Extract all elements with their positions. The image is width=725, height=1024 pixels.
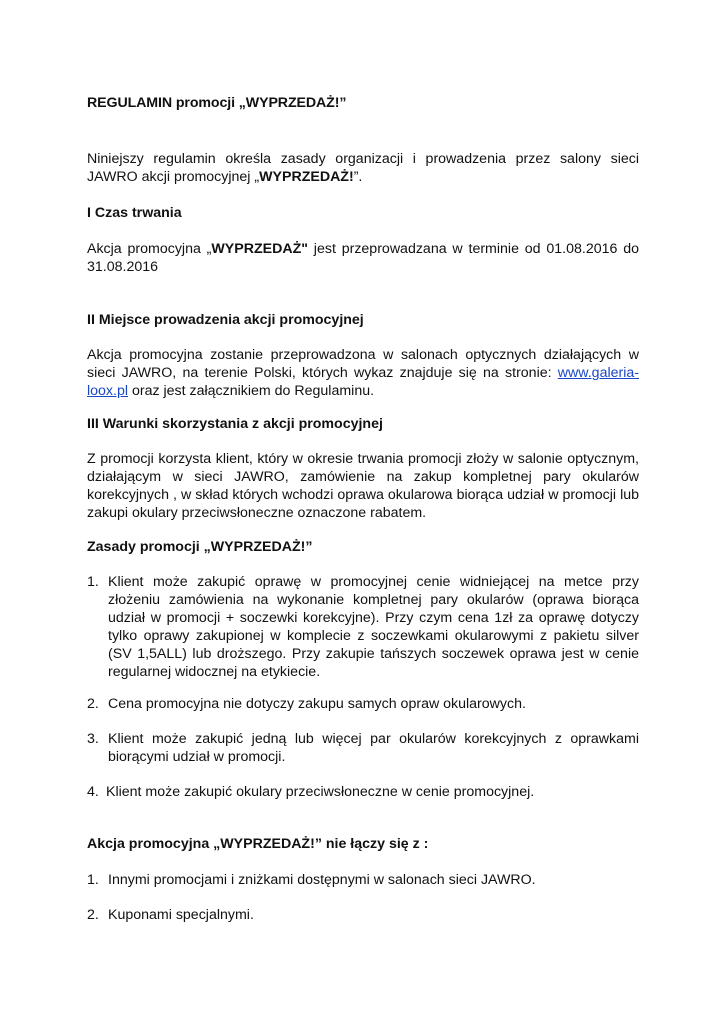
rule-number-4: 4. (87, 784, 99, 800)
duration-paragraph (87, 240, 639, 276)
section-heading-exclusions: Akcja promocyjna „WYPRZEDAŻ!” nie łączy się z : (87, 836, 429, 852)
intro-text-after: ”. (353, 169, 363, 185)
rule-text-2: Cena promocyjna nie dotyczy zakupu samych opraw okularowych. (108, 696, 526, 712)
exclusion-item-2 (87, 906, 639, 924)
intro-promo-name: WYPRZEDAŻ! (259, 169, 354, 185)
rule-item-2 (87, 695, 639, 713)
duration-text-before: Akcja promocyjna „ (87, 241, 212, 257)
section-heading-conditions: III Warunki skorzystania z akcji promocyjnej (87, 416, 383, 432)
exclusion-item-1 (87, 871, 639, 889)
exclusion-number-2: 2. (87, 907, 99, 923)
rule-number-2: 2. (87, 696, 99, 712)
rule-number-3: 3. (87, 731, 99, 747)
section-heading-location: II Miejsce prowadzenia akcji promocyjnej (87, 312, 364, 328)
rule-item-1 (87, 573, 639, 681)
document-title: REGULAMIN promocji „WYPRZEDAŻ!” (87, 95, 347, 111)
rule-item-3 (87, 730, 639, 766)
location-text-after: oraz jest załącznikiem do Regulaminu. (128, 383, 375, 399)
intro-text-before: Niniejszy regulamin określa zasady organizacji i prowadzenia przez salony sieci JAWRO akcji promocyjnej „ (87, 151, 639, 185)
exclusion-number-1: 1. (87, 872, 99, 888)
rule-text-4: Klient może zakupić okulary przeciwsłoneczne w cenie promocyjnej. (106, 784, 535, 800)
location-paragraph (87, 346, 639, 400)
intro-paragraph (87, 150, 639, 186)
section-heading-duration: I Czas trwania (87, 205, 182, 221)
duration-promo-name: WYPRZEDAŻ" (211, 241, 308, 257)
rule-text-1: Klient może zakupić oprawę w promocyjnej cenie widniejącej na metce przy złożeniu zamówienia na wykonanie kompletnej pary okularów (oprawa biorąca udział w promocji + soczewki korekcyjne). Przy czym cena 1zł za oprawę dotyczy tylko oprawy zakupionej w komplecie z soczewkami okularowymi z pakietu silver (SV 1,5ALL) lub droższego. Przy zakupie tańszych soczewek oprawa jest w cenie regularnej widocznej na etykiecie. (108, 574, 639, 680)
duration-text-after: jest przeprowadzana w terminie od 01.08.2016 do 31.08.2016 (87, 241, 639, 275)
exclusion-text-1: Innymi promocjami i zniżkami dostępnymi w salonach sieci JAWRO. (108, 872, 536, 888)
location-text-before: Akcja promocyjna zostanie przeprowadzona w salonach optycznych działających w sieci JAWRO, na terenie Polski, których wykaz znajduje się na stronie: (87, 347, 639, 381)
rule-text-3: Klient może zakupić jedną lub więcej par okularów korekcyjnych z oprawkami biorącymi udział w promocji. (108, 731, 639, 765)
exclusion-text-2: Kuponami specjalnymi. (108, 907, 254, 923)
rule-item-4 (87, 783, 639, 801)
website-link[interactable]: www.galeria-loox.pl (87, 365, 639, 399)
section-heading-rules: Zasady promocji „WYPRZEDAŻ!” (87, 539, 313, 555)
rule-number-1: 1. (87, 574, 99, 590)
conditions-paragraph: Z promocji korzysta klient, który w okresie trwania promocji złoży w salonie optycznym, działającym w sieci JAWRO, zamówienie na zakup kompletnej pary okularów korekcyjnych , w skład których wchodzi oprawa okularowa biorąca udział w promocji lub zakupi okulary przeciwsłoneczne oznaczone rabatem. (87, 451, 639, 521)
